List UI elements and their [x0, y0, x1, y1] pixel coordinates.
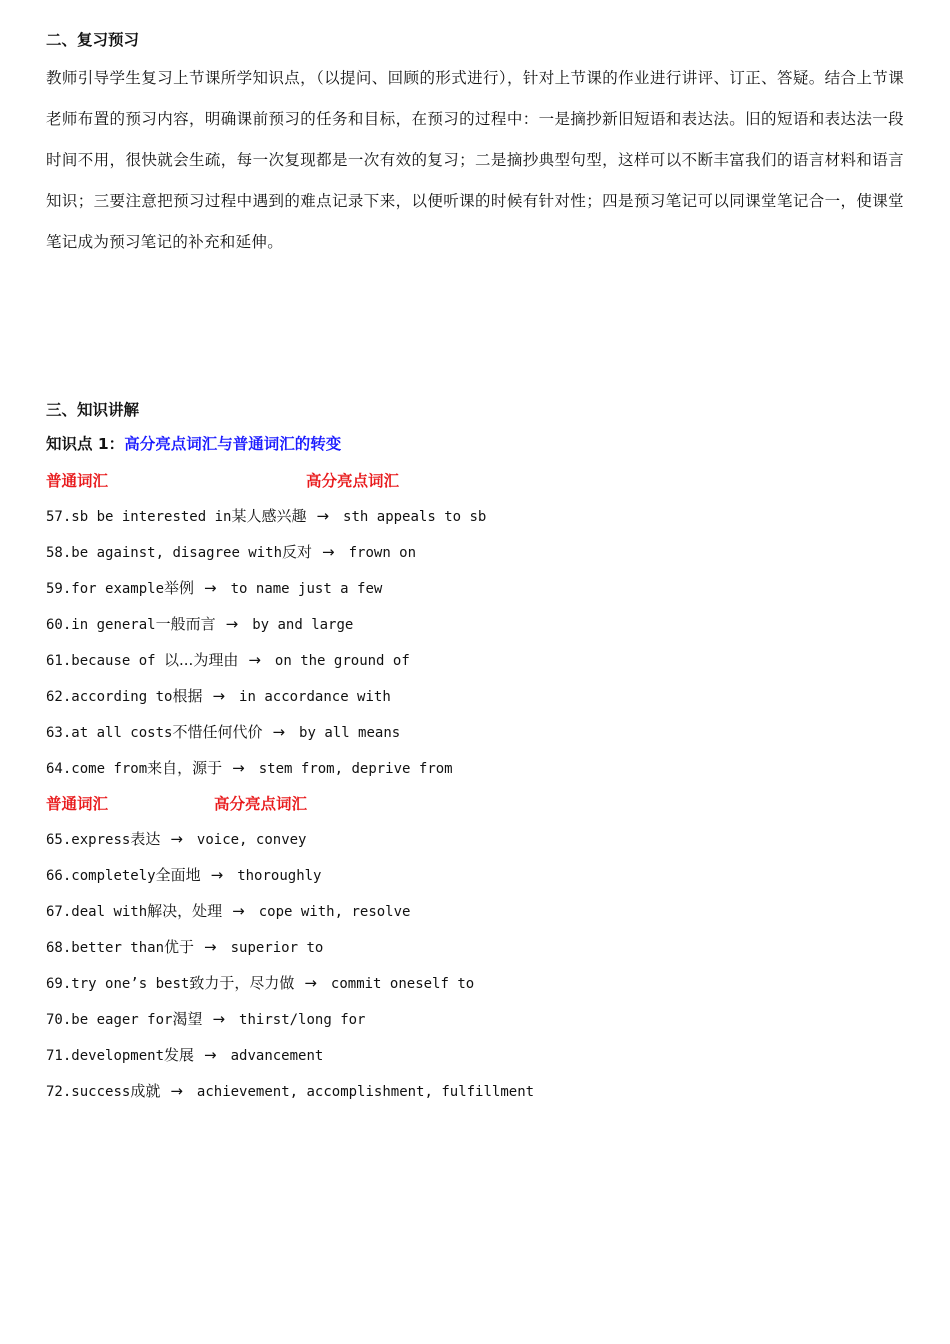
common-phrase: according to	[71, 689, 173, 705]
arrow-icon: →	[170, 830, 183, 848]
common-phrase: come from	[71, 761, 148, 777]
vocab-row	[46, 541, 416, 565]
common-phrase: completely	[71, 868, 156, 884]
vocab-number: 69.	[46, 976, 72, 992]
advanced-phrase: thirst/long for	[239, 1012, 366, 1028]
section-heading-knowledge: 三、知识讲解	[46, 401, 140, 419]
header-advanced-vocab: 高分亮点词汇	[214, 795, 308, 813]
advanced-phrase: to name just a few	[230, 581, 383, 597]
header-common-vocab: 普通词汇	[46, 795, 109, 813]
vocab-row	[46, 1044, 323, 1068]
common-phrase: express	[71, 832, 131, 848]
vocab-row	[46, 1008, 365, 1032]
arrow-icon: →	[210, 866, 224, 884]
vocab-row	[46, 505, 486, 529]
vocab-number: 61.	[46, 653, 72, 669]
advanced-phrase: superior to	[230, 940, 324, 956]
chinese-meaning: 全面地	[155, 866, 201, 884]
vocab-row	[46, 685, 391, 709]
vocab-row	[46, 613, 353, 637]
chinese-meaning: 表达	[130, 830, 161, 848]
vocab-row	[46, 828, 306, 852]
knowledge-point-title	[46, 432, 341, 454]
chinese-meaning: 来自，源于	[147, 759, 223, 777]
vocab-number: 59.	[46, 581, 72, 597]
advanced-phrase: in accordance with	[239, 689, 391, 705]
vocab-number: 71.	[46, 1048, 72, 1064]
chinese-meaning: 发展	[164, 1046, 195, 1064]
advanced-phrase: achievement, accomplishment, fulfillment	[196, 1084, 535, 1100]
vocab-row	[46, 900, 410, 924]
header-advanced-vocab: 高分亮点词汇	[306, 472, 400, 490]
advanced-phrase: advancement	[230, 1048, 324, 1064]
vocab-number: 63.	[46, 725, 72, 741]
vocab-number: 62.	[46, 689, 72, 705]
advanced-phrase: thoroughly	[237, 868, 322, 884]
vocab-row	[46, 1080, 534, 1104]
arrow-icon: →	[212, 687, 226, 705]
common-phrase: in general	[71, 617, 156, 633]
vocab-number: 72.	[46, 1084, 72, 1100]
vocab-number: 67.	[46, 904, 72, 920]
common-phrase: success	[71, 1084, 131, 1100]
common-phrase: be eager for	[71, 1012, 173, 1028]
vocab-row	[46, 649, 410, 673]
vocab-number: 65.	[46, 832, 72, 848]
common-phrase: sb be interested in	[71, 509, 232, 525]
advanced-phrase: commit oneself to	[330, 976, 475, 992]
advanced-phrase: stem from, deprive from	[258, 761, 453, 777]
vocab-number: 58.	[46, 545, 72, 561]
vocab-row	[46, 936, 323, 960]
vocab-number: 66.	[46, 868, 72, 884]
advanced-phrase: on the ground of	[274, 653, 410, 669]
header-common-vocab: 普通词汇	[46, 472, 109, 490]
advanced-phrase: by all means	[299, 725, 401, 741]
arrow-icon: →	[232, 759, 245, 777]
vocab-row	[46, 972, 474, 996]
chinese-meaning: 优于	[164, 938, 195, 956]
common-phrase: try one’s best	[71, 976, 190, 992]
arrow-icon: →	[316, 507, 330, 525]
vocab-number: 68.	[46, 940, 72, 956]
vocab-row	[46, 721, 400, 745]
common-phrase: be against, disagree with	[71, 545, 283, 561]
arrow-icon: →	[232, 902, 245, 920]
arrow-icon: →	[212, 1010, 226, 1028]
vocab-row	[46, 757, 453, 781]
vocab-number: 60.	[46, 617, 72, 633]
knowledge-point-topic: 高分亮点词汇与普通词汇的转变	[124, 435, 342, 453]
vocab-row	[46, 577, 382, 601]
vocab-number: 57.	[46, 509, 72, 525]
arrow-icon: →	[322, 543, 335, 561]
common-phrase: deal with	[71, 904, 148, 920]
advanced-phrase: frown on	[348, 545, 417, 561]
chinese-meaning: 不惜任何代价	[172, 723, 263, 741]
section-heading-review: 二、复习预习	[46, 31, 140, 49]
common-phrase: for example	[71, 581, 165, 597]
chinese-meaning: 根据	[172, 687, 203, 705]
chinese-meaning: 成就	[130, 1082, 161, 1100]
review-paragraph: 教师引导学生复习上节课所学知识点，（以提问、回顾的形式进行），针对上节课的作业进行讲评、订正、答疑。结合上节课老师布置的预习内容，明确课前预习的任务和目标，在预习的过程中：一是摘抄新旧短语和表达法。旧的短语和表达法一段时间不用，很快就会生疏，每一次复现都是一次有效的复习；二是摘抄典型句型，这样可以不断丰富我们的语言材料和语言知识；三要注意把预习过程中遇到的难点记录下来，以便听课的时候有针对性；四是预习笔记可以同课堂笔记合一，使课堂笔记成为预习笔记的补充和延伸。	[46, 69, 904, 251]
chinese-meaning: 一般而言	[155, 615, 216, 633]
advanced-phrase: cope with, resolve	[258, 904, 411, 920]
arrow-icon: →	[225, 615, 239, 633]
knowledge-point-label: 知识点 1：	[46, 435, 125, 453]
common-phrase: better than	[71, 940, 165, 956]
arrow-icon: →	[248, 651, 261, 669]
arrow-icon: →	[170, 1082, 183, 1100]
arrow-icon: →	[272, 723, 286, 741]
advanced-phrase: voice, convey	[196, 832, 307, 848]
chinese-meaning: 解决，处理	[147, 902, 223, 920]
advanced-phrase: sth appeals to sb	[343, 509, 487, 525]
arrow-icon: →	[204, 1046, 217, 1064]
vocab-number: 64.	[46, 761, 72, 777]
chinese-meaning: 某人感兴趣	[231, 507, 307, 525]
advanced-phrase: by and large	[252, 617, 354, 633]
arrow-icon: →	[204, 938, 217, 956]
chinese-meaning: 举例	[164, 579, 195, 597]
vocab-header-2	[46, 792, 446, 814]
arrow-icon: →	[204, 579, 217, 597]
common-phrase: because of	[71, 653, 165, 669]
common-phrase: at all costs	[71, 725, 173, 741]
chinese-meaning: 以...为理由	[164, 651, 239, 669]
vocab-row	[46, 864, 321, 888]
common-phrase: development	[71, 1048, 165, 1064]
chinese-meaning: 反对	[282, 543, 313, 561]
chinese-meaning: 渴望	[172, 1010, 203, 1028]
vocab-header-1	[46, 469, 446, 491]
vocab-number: 70.	[46, 1012, 72, 1028]
arrow-icon: →	[304, 974, 317, 992]
chinese-meaning: 致力于，尽力做	[189, 974, 295, 992]
